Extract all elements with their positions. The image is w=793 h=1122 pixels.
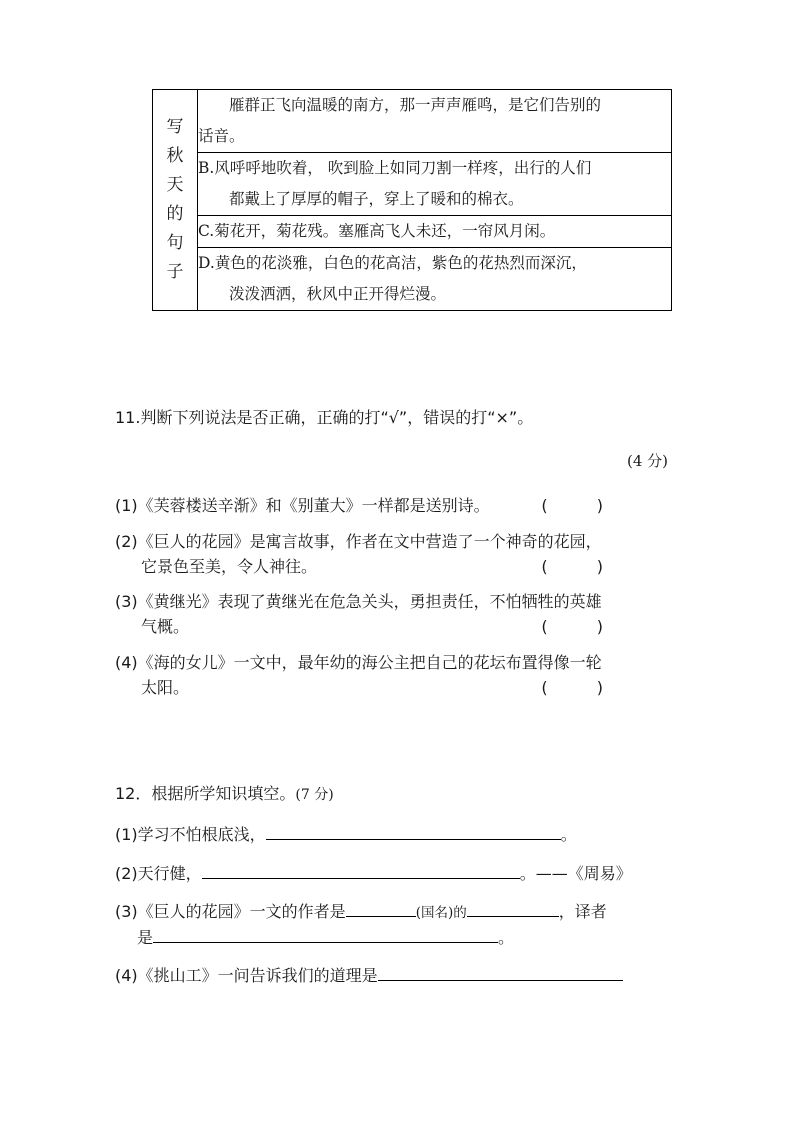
fill-item-3-blank-country[interactable] [346,899,416,917]
option-b-letter: B. [198,159,215,177]
row-label-char-3: 天 [166,175,184,195]
judgment-item-2 [115,530,680,580]
judgment-item-1-number: (1) [115,496,138,515]
option-cell-a [198,90,672,153]
fill-item-4 [115,963,680,989]
row-label-char-4: 的 [166,204,184,224]
option-d-text-1: 黄色的花淡雅，白色的花高洁，紫色的花热烈而深沉， [214,254,587,272]
option-c-text-1: 菊花开，菊花残。塞雁高飞人未还，一帘风月闲。 [214,222,556,240]
option-cell-c [198,216,672,248]
judgment-item-2-brackets[interactable]: ( ) [541,556,625,576]
judgment-item-4-text-line2: 太阳。 [141,677,190,697]
fill-item-1-prefix: 学习不怕根底浅， [137,825,266,844]
row-label-char-1: 写 [166,117,184,137]
table-row [153,248,672,311]
fill-item-3-mid2: ，译者 [558,902,607,922]
option-b-line-1 [198,153,671,184]
judgment-item-3 [115,590,680,640]
fill-item-2-prefix: 天行健， [137,863,202,883]
option-d-line-2: 泼泼洒洒，秋风中正开得烂漫。 [229,285,447,303]
question-11-heading: 11.判断下列说法是否正确，正确的打“√”，错误的打“×”。 [115,408,534,427]
option-cell-d [198,248,672,311]
judgment-item-3-text: 《黄继光》表现了黄继光在危急关头，勇担责任，不怕牺牲的英雄 [137,592,602,612]
judgment-item-4 [115,651,680,701]
judgment-item-1-brackets[interactable]: ( ) [541,496,625,515]
option-c-line-1 [198,216,671,247]
question-11-points: (4 分) [626,452,668,470]
fill-item-4-prefix: 《挑山工》一问告诉我们的道理是 [137,966,378,986]
question-12-points: (7 分) [295,787,334,803]
option-cell-b [198,153,672,216]
fill-item-3 [115,899,680,950]
judgment-item-1-text: 《芙蓉楼送辛渐》和《别董大》一样都是送别诗。 [137,496,490,515]
fill-item-3-mid1: (国名)的 [415,905,467,922]
question-12-heading-text: 12．根据所学知识填空。 [115,784,296,803]
judgment-item-4-number: (4) [115,652,138,672]
judgment-item-2-text: 《巨人的花园》是寓言故事，作者在文中营造了一个神奇的花园， [137,531,602,551]
question-12-heading [115,782,680,806]
option-a-line-2: 话音。 [198,127,245,145]
fill-item-3-blank-author[interactable] [467,899,559,917]
fill-item-1-number: (1) [115,825,138,844]
fill-item-3-line2-prefix: 是 [137,927,154,947]
fill-item-4-number: (4) [115,966,138,986]
fill-item-3-blank-translator[interactable] [153,925,498,943]
question-12-block [115,782,680,806]
fill-item-1-blank[interactable] [266,822,561,840]
option-d-letter: D. [198,254,215,272]
option-b-text-1: 风呼呼地吹着， 吹到脸上如同刀割一样疼，出行的人们 [214,159,592,177]
fill-item-3-line2-suffix: 。 [498,927,515,947]
fill-item-2-blank[interactable] [202,861,520,879]
option-a-line-1: 雁群正飞向温暖的南方，那一声声雁鸣，是它们告别的 [229,96,602,114]
fill-item-2-number: (2) [115,863,138,883]
judgment-item-4-text: 《海的女儿》一文中，最年幼的海公主把自己的花坛布置得像一轮 [137,652,602,672]
option-b-line-2: 都戴上了厚厚的帽子，穿上了暖和的棉衣。 [229,190,524,208]
row-label-vertical [153,90,198,311]
fill-item-1-suffix: 。 [560,825,577,844]
table-row [153,90,672,153]
table-row [153,216,672,248]
row-label-char-5: 句 [166,233,184,253]
row-label-char-6: 子 [166,262,184,282]
fill-item-3-number: (3) [115,902,138,922]
sentence-options-table [152,89,672,311]
fill-item-2-suffix: 。 [519,863,536,883]
question-12-items [115,822,680,1002]
judgment-item-2-text-line2: 它景色至美，令人神往。 [141,556,318,576]
option-d-line-1 [198,248,671,279]
question-11-block [115,406,680,471]
judgment-item-1 [115,494,680,519]
judgment-item-2-number: (2) [115,531,138,551]
fill-item-3-prefix: 《巨人的花园》一文的作者是 [137,902,346,922]
fill-item-1 [115,822,680,848]
judgment-item-3-text-line2: 气概。 [141,617,190,637]
table-row [153,153,672,216]
judgment-item-3-brackets[interactable]: ( ) [541,617,625,637]
judgment-item-3-number: (3) [115,592,138,612]
fill-item-2-source: ——《周易》 [535,863,632,883]
option-c-letter: C. [198,222,215,240]
fill-item-2 [115,861,680,887]
fill-item-3-line2 [115,925,680,951]
fill-item-4-blank[interactable] [378,964,623,982]
question-11-items [115,494,680,712]
row-label-char-2: 秋 [166,146,184,166]
judgment-item-4-brackets[interactable]: ( ) [541,677,625,697]
